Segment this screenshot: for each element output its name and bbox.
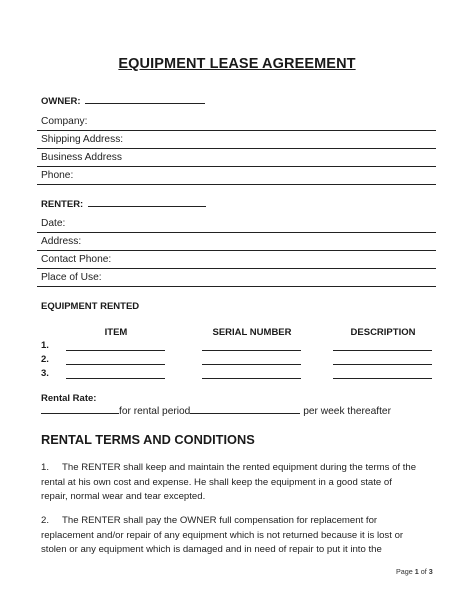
row3-description-line[interactable] xyxy=(333,378,432,379)
paragraph-line: stolen or any equipment which is damaged and in need of repair to put it into the xyxy=(41,544,382,556)
row1-description-line[interactable] xyxy=(333,350,432,351)
renter-section xyxy=(41,199,206,210)
terms-heading: RENTAL TERMS AND CONDITIONS xyxy=(41,432,255,447)
terms-paragraph-1 xyxy=(41,461,441,505)
rental-rate-line xyxy=(41,406,391,417)
of-word: of xyxy=(420,567,427,576)
row2-description-line[interactable] xyxy=(333,364,432,365)
column-header-serial-number: SERIAL NUMBER xyxy=(212,327,292,338)
paragraph-line: replacement and/or repair of any equipment which is not returned because it is lost or xyxy=(41,529,404,541)
owner-section xyxy=(41,96,205,107)
row2-item-line[interactable] xyxy=(66,364,165,365)
owner-phone-field[interactable]: Phone: xyxy=(41,170,74,181)
rental-period-blank[interactable] xyxy=(190,413,300,414)
owner-business-address-line xyxy=(37,166,436,167)
equipment-heading: EQUIPMENT RENTED xyxy=(41,301,140,312)
page-total: 3 xyxy=(428,567,433,576)
equipment-row-number: 3. xyxy=(41,368,49,379)
renter-place-of-use-line xyxy=(37,286,436,287)
paragraph-number: 2. xyxy=(41,515,50,526)
owner-company-field[interactable]: Company: xyxy=(41,116,88,127)
paragraph-line: The RENTER shall pay the OWNER full compensation for replacement for xyxy=(62,515,378,526)
equipment-row-number: 2. xyxy=(41,354,49,365)
owner-name-blank[interactable] xyxy=(85,103,205,104)
owner-label: OWNER: xyxy=(41,96,81,107)
owner-shipping-address-field[interactable]: Shipping Address: xyxy=(41,134,124,145)
page-current: 1 xyxy=(414,567,419,576)
renter-place-of-use-field[interactable]: Place of Use: xyxy=(41,272,102,283)
page-number-footer xyxy=(396,567,433,576)
renter-contact-phone-line xyxy=(37,268,436,269)
paragraph-number: 1. xyxy=(41,462,50,473)
rental-rate-amount-blank[interactable] xyxy=(41,413,119,414)
paragraph-line: rental at his own cost and expense. He shall keep the equipment in a good state of xyxy=(41,476,392,488)
column-header-description: DESCRIPTION xyxy=(350,327,416,338)
row3-serial-line[interactable] xyxy=(202,378,301,379)
owner-phone-line xyxy=(37,184,436,185)
renter-address-field[interactable]: Address: xyxy=(41,236,82,247)
row1-serial-line[interactable] xyxy=(202,350,301,351)
per-week-text: per week thereafter xyxy=(303,406,391,417)
rental-period-text: for rental period xyxy=(119,406,191,417)
renter-contact-phone-field[interactable]: Contact Phone: xyxy=(41,254,112,265)
renter-date-field[interactable]: Date: xyxy=(41,218,66,229)
renter-name-blank[interactable] xyxy=(88,206,206,207)
renter-label: RENTER: xyxy=(41,199,84,210)
row2-serial-line[interactable] xyxy=(202,364,301,365)
owner-business-address-field[interactable]: Business Address xyxy=(41,152,122,163)
row3-item-line[interactable] xyxy=(66,378,165,379)
owner-shipping-address-line xyxy=(37,148,436,149)
page-word: Page xyxy=(396,567,413,576)
row1-item-line[interactable] xyxy=(66,350,165,351)
owner-company-line xyxy=(37,130,436,131)
paragraph-line: repair, normal wear and tear excepted. xyxy=(41,491,206,503)
equipment-row-number: 1. xyxy=(41,340,49,351)
column-header-item: ITEM xyxy=(104,327,128,338)
paragraph-line: The RENTER shall keep and maintain the rented equipment during the terms of the xyxy=(62,462,417,473)
renter-address-line xyxy=(37,250,436,251)
rental-rate-label: Rental Rate: xyxy=(41,393,97,404)
terms-paragraph-2 xyxy=(41,514,441,558)
document-title: EQUIPMENT LEASE AGREEMENT xyxy=(118,56,356,72)
renter-date-line xyxy=(37,232,436,233)
